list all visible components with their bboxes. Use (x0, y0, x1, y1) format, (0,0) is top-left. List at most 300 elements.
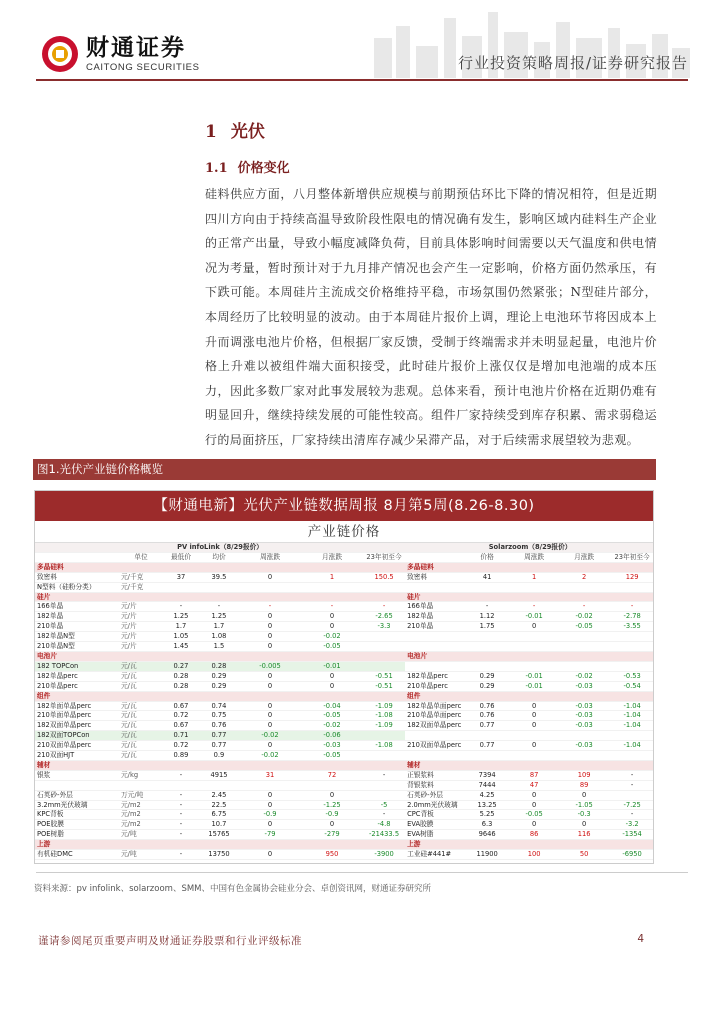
table-row (35, 741, 654, 751)
cell-right: -0.03 (559, 711, 609, 721)
cell-left: -1.08 (363, 741, 405, 751)
cell-right: 0 (509, 701, 559, 711)
cell-right: -0.03 (559, 701, 609, 711)
cell-left (163, 582, 199, 592)
cell-right: 210单晶perc (405, 681, 465, 691)
cell-left: 1.08 (199, 632, 239, 642)
cell-left: 166单晶 (35, 602, 119, 612)
cell-right: -0.53 (609, 671, 654, 681)
table-row (35, 602, 654, 612)
cell-right: 0.29 (465, 671, 509, 681)
cell-right: 1 (509, 572, 559, 582)
category-label-left: 电池片 (35, 651, 405, 661)
cell-right (405, 632, 465, 642)
cell-left: 元/瓦 (119, 671, 163, 681)
section-heading (205, 117, 265, 142)
cell-left: 1 (301, 572, 363, 582)
cell-right (609, 582, 654, 592)
cell-right (509, 661, 559, 671)
cell-right: 47 (509, 780, 559, 790)
cell-left: 0.29 (199, 671, 239, 681)
cell-left: 0 (239, 790, 301, 800)
col-header-right: 价格 (465, 552, 509, 562)
cell-left (363, 751, 405, 761)
category-row (35, 651, 654, 661)
cell-left: 0.67 (163, 721, 199, 731)
cell-right: 86 (509, 830, 559, 840)
cell-right (405, 642, 465, 652)
table-row (35, 661, 654, 671)
cell-right: 0 (509, 622, 559, 632)
cell-right: 0 (509, 820, 559, 830)
cell-right: 背银浆料 (405, 780, 465, 790)
cell-right: 2.0mm光伏玻璃 (405, 800, 465, 810)
table-row (35, 751, 654, 761)
col-header-left: 月涨跌 (301, 552, 363, 562)
cell-left: 0.28 (163, 681, 199, 691)
cell-left: -279 (301, 830, 363, 840)
cell-left: POE胶膜 (35, 820, 119, 830)
cell-right: -3.55 (609, 622, 654, 632)
cell-right: -0.01 (509, 612, 559, 622)
cell-left: 0 (239, 632, 301, 642)
cell-right: EVA树脂 (405, 830, 465, 840)
cell-right: 1.75 (465, 622, 509, 632)
cell-left: 182 TOPCon (35, 661, 119, 671)
table-row (35, 721, 654, 731)
cell-left: 元/片 (119, 642, 163, 652)
cell-right (465, 632, 509, 642)
cell-right: -0.05 (559, 622, 609, 632)
cell-left: - (363, 770, 405, 780)
cell-right: -0.03 (559, 741, 609, 751)
cell-right: - (609, 780, 654, 790)
cell-right: - (559, 602, 609, 612)
cell-left: 1.05 (163, 632, 199, 642)
cell-right: -1354 (609, 830, 654, 840)
cell-left: 0 (239, 850, 301, 860)
cell-left: 元/片 (119, 622, 163, 632)
cell-right: 87 (509, 770, 559, 780)
cell-left: -1.09 (363, 721, 405, 731)
cell-left (199, 780, 239, 790)
table-row (35, 572, 654, 582)
cell-right: 210双面单晶perc (405, 741, 465, 751)
cell-left: 210双面单晶perc (35, 741, 119, 751)
cell-left: 0.76 (199, 721, 239, 731)
cell-left: 0 (239, 681, 301, 691)
cell-left: 1.25 (163, 612, 199, 622)
cell-left: 3.2mm光伏玻璃 (35, 800, 119, 810)
table-row (35, 800, 654, 810)
cell-right: 6.3 (465, 820, 509, 830)
cell-left: -4.8 (363, 820, 405, 830)
cell-left: 元/瓦 (119, 711, 163, 721)
cell-right: 7444 (465, 780, 509, 790)
cell-right: CPC背板 (405, 810, 465, 820)
cell-left: -79 (239, 830, 301, 840)
cell-left: 元/片 (119, 612, 163, 622)
cell-left: 0 (239, 741, 301, 751)
cell-left: 1.25 (199, 612, 239, 622)
cell-right: 0.77 (465, 741, 509, 751)
subsection-heading (205, 157, 290, 176)
cell-left: -0.05 (301, 642, 363, 652)
cell-left: - (301, 602, 363, 612)
cell-right (609, 731, 654, 741)
cell-left: 元/瓦 (119, 731, 163, 741)
category-label-right: 组件 (405, 691, 654, 701)
cell-left: 0 (239, 572, 301, 582)
cell-left: 1.5 (199, 642, 239, 652)
cell-right (509, 632, 559, 642)
cell-left: 元/吨 (119, 830, 163, 840)
table-row (35, 780, 654, 790)
category-row (35, 562, 654, 572)
cell-right: -0.54 (609, 681, 654, 691)
col-header-right: 周涨跌 (509, 552, 559, 562)
cell-right: -0.01 (509, 681, 559, 691)
cell-right (609, 790, 654, 800)
cell-left: 2.45 (199, 790, 239, 800)
cell-left: 0 (239, 711, 301, 721)
page-number: 4 (637, 933, 644, 945)
cell-left (35, 780, 119, 790)
cell-left: 31 (239, 770, 301, 780)
col-header-left: 均价 (199, 552, 239, 562)
cell-left: 元/吨 (119, 850, 163, 860)
cell-left: 万元/吨 (119, 790, 163, 800)
col-header-left (35, 552, 119, 562)
cell-right: 116 (559, 830, 609, 840)
cell-left: -0.03 (301, 741, 363, 751)
col-header-left: 最低价 (163, 552, 199, 562)
body-paragraph: 硅料供应方面，八月整体新增供应规模与前期预估环比下降的情况相符，但是近期四川方向由于持续高温导致阶段性限电的情况确有发生，影响区域内硅料生产企业的正常产出量，导致小幅度减降负荷，目前具体影响时间需要以天气温度和供电情况为考量，暂时预计对于九月排产情况也会产生一定影响，价格方面仍然承压，有下跌可能。本周硅片主流成交价格维持平稳，市场氛围仍然紧张；N型硅片部分，本周经历了比较明显的波动。由于本周硅片报价上调，理论上电池环节将因成本上升而调涨电池片价格，但根据厂家反馈，受制于终端需求并未明显起量，电池片价格上升难以被组件端大面积接受，此时硅片报价上涨仅仅是增加电池端的成本压力，因此多数厂家对此事发展较为悲观。总体来看，预计电池片价格在近期仍难有明显回升，继续持续发展的可能性较高。组件厂家持续受到库存积累、需求弱稳运行的局面挤压，厂家持续出清库存减少呆滞产品，对于后续需求展望较为悲观。 (205, 187, 657, 447)
cell-left: 182单晶perc (35, 671, 119, 681)
cell-right (509, 642, 559, 652)
cell-right (405, 751, 465, 761)
cell-left: 0.29 (199, 681, 239, 691)
company-name-cn: 财通证券 (86, 34, 186, 61)
cell-right (509, 751, 559, 761)
cell-left: 0 (239, 642, 301, 652)
cell-left: 6.75 (199, 810, 239, 820)
cell-right (559, 731, 609, 741)
cell-left: -0.02 (301, 632, 363, 642)
cell-left: 210单面单晶perc (35, 711, 119, 721)
cell-left: -5 (363, 800, 405, 810)
cell-right: 89 (559, 780, 609, 790)
cell-left: -0.005 (239, 661, 301, 671)
cell-right: 100 (509, 850, 559, 860)
cell-right: EVA胶膜 (405, 820, 465, 830)
cell-left: 元/瓦 (119, 721, 163, 731)
cell-left: -2.65 (363, 612, 405, 622)
table-title: 【财通电新】光伏产业链数据周报 8月第5周(8.26-8.30) (35, 491, 653, 521)
company-logo (40, 34, 200, 74)
cell-left: -0.06 (301, 731, 363, 741)
cell-left: 150.5 (363, 572, 405, 582)
cell-right (465, 582, 509, 592)
cell-left: -0.02 (301, 721, 363, 731)
cell-right: - (465, 602, 509, 612)
cell-right: 182单晶 (405, 612, 465, 622)
cell-left (119, 780, 163, 790)
cell-left (199, 582, 239, 592)
category-label-left: 组件 (35, 691, 405, 701)
cell-left: - (163, 830, 199, 840)
cell-right (405, 661, 465, 671)
cell-left: - (163, 790, 199, 800)
cell-left: -1.25 (301, 800, 363, 810)
cell-right: 致密料 (405, 572, 465, 582)
cell-right: 0.76 (465, 711, 509, 721)
column-header-row (35, 552, 654, 562)
cell-left: 元/瓦 (119, 741, 163, 751)
cell-left: 0 (301, 622, 363, 632)
right-source-label: Solarzoom（8/29报价） (405, 543, 654, 552)
cell-right: 41 (465, 572, 509, 582)
cell-left: 0 (239, 701, 301, 711)
cell-left: 0 (239, 612, 301, 622)
cell-left: -0.9 (301, 810, 363, 820)
cell-right: -1.04 (609, 701, 654, 711)
cell-left: 有机硅DMC (35, 850, 119, 860)
col-header-right: 月涨跌 (559, 552, 609, 562)
cell-left: 元/片 (119, 632, 163, 642)
cell-left: 0.27 (163, 661, 199, 671)
cell-right: -1.05 (559, 800, 609, 810)
cell-left: 182单晶N型 (35, 632, 119, 642)
cell-right: 182双面单晶perc (405, 721, 465, 731)
cell-right: -7.25 (609, 800, 654, 810)
cell-left: 致密料 (35, 572, 119, 582)
cell-left: 0.89 (163, 751, 199, 761)
cell-left: 1.45 (163, 642, 199, 652)
cell-left (363, 642, 405, 652)
cell-left (363, 790, 405, 800)
table-row (35, 701, 654, 711)
cell-left: 1.7 (163, 622, 199, 632)
company-name-en: CAITONG SECURITIES (86, 61, 200, 73)
cell-right (559, 642, 609, 652)
cell-right: 石英砂-外层 (405, 790, 465, 800)
cell-right: - (509, 602, 559, 612)
cell-right: -1.04 (609, 741, 654, 751)
cell-left: 950 (301, 850, 363, 860)
cell-right (405, 582, 465, 592)
cell-right (559, 661, 609, 671)
table-row (35, 850, 654, 860)
table-row (35, 810, 654, 820)
cell-left: 182单面单晶perc (35, 701, 119, 711)
cell-right: 正银浆料 (405, 770, 465, 780)
footer-disclaimer: 谨请参阅尾页重要声明及财通证券股票和行业评级标准 (38, 935, 302, 947)
price-table (34, 490, 654, 864)
cell-right: 0 (559, 820, 609, 830)
header-divider (36, 79, 688, 81)
cell-right (465, 731, 509, 741)
cell-left: 22.5 (199, 800, 239, 810)
cell-left: 石英砂-外层 (35, 790, 119, 800)
cell-left: 元/kg (119, 770, 163, 780)
table-row (35, 622, 654, 632)
cell-right: - (609, 810, 654, 820)
category-label-left: 上游 (35, 840, 405, 850)
cell-left: 0 (301, 612, 363, 622)
cell-right (559, 582, 609, 592)
cell-left: -3.3 (363, 622, 405, 632)
cell-left: 0.71 (163, 731, 199, 741)
cell-left: 0.28 (199, 661, 239, 671)
cell-right: 50 (559, 850, 609, 860)
cell-left: 0.72 (163, 711, 199, 721)
cell-left: 15765 (199, 830, 239, 840)
cell-left: 0.9 (199, 751, 239, 761)
cell-right: -0.02 (559, 671, 609, 681)
cell-left: 元/瓦 (119, 751, 163, 761)
cell-left: 1.7 (199, 622, 239, 632)
cell-left: -0.51 (363, 681, 405, 691)
cell-right: 0 (509, 790, 559, 800)
cell-right: - (609, 602, 654, 612)
cell-left: 0 (239, 671, 301, 681)
table-row (35, 731, 654, 741)
cell-right: -0.05 (509, 810, 559, 820)
cell-right: 7394 (465, 770, 509, 780)
cell-right: -0.02 (559, 612, 609, 622)
col-header-left: 23年初至今 (363, 552, 405, 562)
col-header-right: 23年初至今 (609, 552, 654, 562)
cell-left: 182双面TOPCon (35, 731, 119, 741)
cell-left: 0 (301, 820, 363, 830)
cell-left: 0 (239, 622, 301, 632)
cell-right (465, 751, 509, 761)
cell-left (301, 780, 363, 790)
cell-left: 元/千克 (119, 572, 163, 582)
cell-right: -1.04 (609, 721, 654, 731)
table-row (35, 671, 654, 681)
cell-right: 0 (559, 790, 609, 800)
cell-left: 0 (239, 820, 301, 830)
category-label-left: 硅片 (35, 592, 405, 602)
col-header-left: 单位 (119, 552, 163, 562)
cell-right: 182单晶单面perc (405, 701, 465, 711)
col-header-right (405, 552, 465, 562)
cell-left (239, 582, 301, 592)
cell-right (465, 661, 509, 671)
cell-right: 0 (509, 721, 559, 731)
cell-left: 0 (301, 681, 363, 691)
cell-left: - (363, 602, 405, 612)
cell-left: 元/m2 (119, 810, 163, 820)
cell-left: 0 (301, 790, 363, 800)
cell-right: -0.03 (559, 721, 609, 731)
cell-left: -0.02 (239, 751, 301, 761)
cell-left (239, 780, 301, 790)
cell-left: - (163, 820, 199, 830)
cell-left: -0.51 (363, 671, 405, 681)
cell-left (363, 582, 405, 592)
section-title: 光伏 (230, 122, 265, 142)
source-divider (36, 872, 688, 873)
cell-left: 元/m2 (119, 800, 163, 810)
table-row (35, 820, 654, 830)
cell-left: -0.05 (301, 751, 363, 761)
cell-right: 0 (509, 800, 559, 810)
cell-left: 37 (163, 572, 199, 582)
cell-left: 元/瓦 (119, 681, 163, 691)
cell-right (509, 582, 559, 592)
cell-right: -6950 (609, 850, 654, 860)
cell-right (509, 731, 559, 741)
cell-left (363, 731, 405, 741)
cell-right: 9646 (465, 830, 509, 840)
cell-right: 0.77 (465, 721, 509, 731)
category-row (35, 592, 654, 602)
category-label-left: 辅材 (35, 760, 405, 770)
cell-left: 39.5 (199, 572, 239, 582)
cell-right: 1.12 (465, 612, 509, 622)
cell-left: -3900 (363, 850, 405, 860)
cell-right: 13.25 (465, 800, 509, 810)
cell-left: - (363, 810, 405, 820)
table-row (35, 642, 654, 652)
cell-left: 银浆 (35, 770, 119, 780)
cell-left: - (239, 602, 301, 612)
col-header-left: 周涨跌 (239, 552, 301, 562)
cell-left: 210单晶N型 (35, 642, 119, 652)
cell-left: 0 (301, 671, 363, 681)
cell-left: 0.75 (199, 711, 239, 721)
cell-right: -0.03 (559, 681, 609, 691)
cell-right (609, 751, 654, 761)
table-row (35, 711, 654, 721)
cell-right (609, 661, 654, 671)
cell-right: -3.2 (609, 820, 654, 830)
cell-right: 0 (509, 741, 559, 751)
cell-right: 11900 (465, 850, 509, 860)
cell-right: - (609, 770, 654, 780)
cell-left: 10.7 (199, 820, 239, 830)
cell-right: 210单晶 (405, 622, 465, 632)
cell-left: 元/瓦 (119, 701, 163, 711)
cell-right: 4.25 (465, 790, 509, 800)
cell-left: 4915 (199, 770, 239, 780)
cell-left: - (199, 602, 239, 612)
cell-left: -1.09 (363, 701, 405, 711)
cell-right: -0.01 (509, 671, 559, 681)
cell-left: - (163, 850, 199, 860)
section-number: 1 (205, 122, 217, 142)
cell-left: 210单晶perc (35, 681, 119, 691)
cell-left: -0.02 (239, 731, 301, 741)
cell-right: 129 (609, 572, 654, 582)
report-type: 行业投资策略周报/证券研究报告 (457, 54, 688, 72)
cell-left: 13750 (199, 850, 239, 860)
cell-left: 0.77 (199, 741, 239, 751)
category-row (35, 691, 654, 701)
table-body (35, 543, 654, 860)
cell-right: 210单晶单面perc (405, 711, 465, 721)
cell-right (559, 632, 609, 642)
cell-left: 210双面HJT (35, 751, 119, 761)
table-row (35, 770, 654, 780)
cell-left: -21433.5 (363, 830, 405, 840)
table-row (35, 681, 654, 691)
cell-left: - (163, 800, 199, 810)
source-note: 资料来源：pv infolink、solarzoom、SMM、中国有色金属协会硅业分会、卓创资讯网，财通证券研究所 (34, 884, 432, 894)
